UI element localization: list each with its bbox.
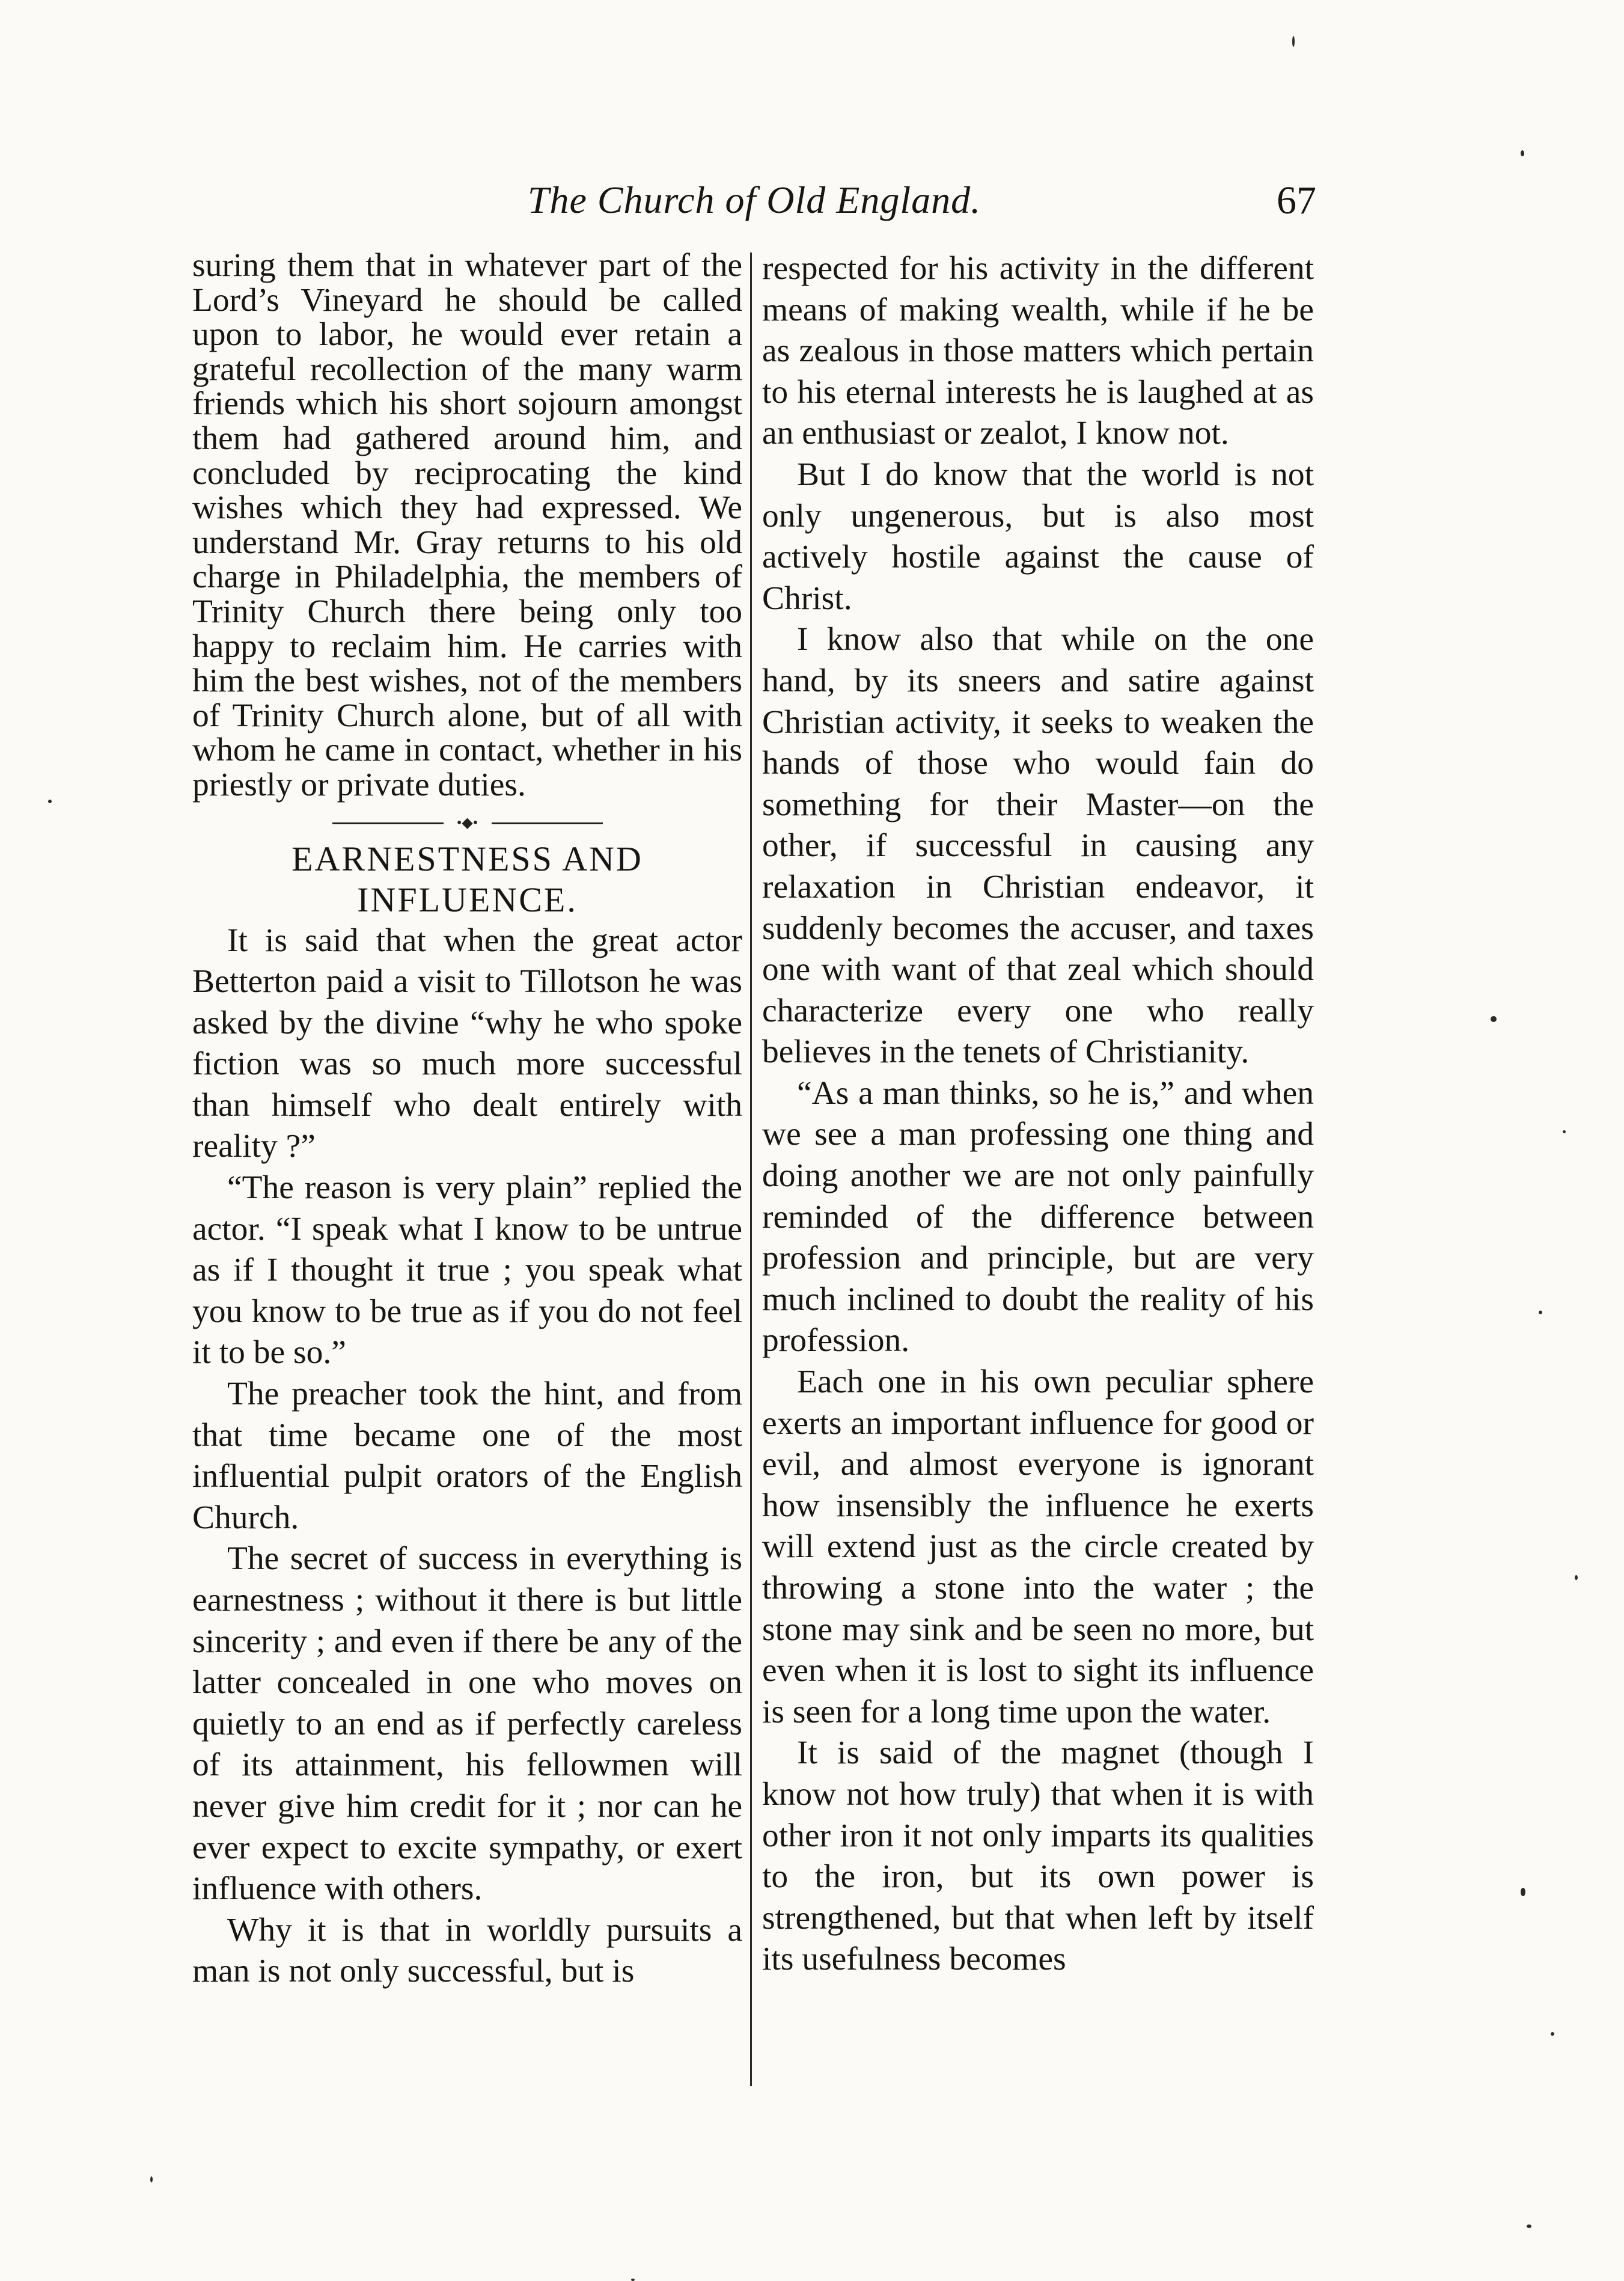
right-paragraph: But I do know that the world is not only ungenerous, but is also most actively hostile against the cause of Christ. [762,456,1314,617]
scan-speck [1539,1311,1542,1314]
scan-speck [1292,36,1295,47]
right-paragraph: It is said of the magnet (though I know not how truly) that when it is with other iron it not only imparts its qualities to the iron, but its own power is strengthened, but that when left by itself its usefulness becomes [762,1734,1314,1978]
left-paragraph: The secret of success in everything is earnestness ; without it there is but little sincerity ; and even if there be any of the latter concealed in one who moves on quietly to an end as if perfectly careless of its attainment, his fellowmen will never give him credit for it ; nor can he ever expect to excite sympathy, or exert influence with others. [192,1540,742,1908]
right-paragraph: Each one in his own peculiar sphere exerts an important influence for good or evil, and almost everyone is ignorant how insensibly the influence he exerts will extend just as the circle created by throwing a stone into the water ; the stone may sink and be seen no more, but even when it is lost to sight its influence is seen for a long time upon the water. [762,1364,1314,1730]
right-continuation: respected for his activity in the different means of making wealth, while if he be as zealous in those matters which pertain to his eternal interests he is laughed at as an enthusiast or zealot, I know not. [762,250,1314,452]
scan-speck [1563,1130,1566,1133]
left-paragraph: “The reason is very plain” replied the actor. “I speak what I know to be untrue as if I thought it true ; you speak what you know to be true as if you do not feel it to be so.” [192,1169,742,1371]
scan-speck [631,2279,635,2281]
left-paragraph: The preacher took the hint, and from that time became one of the most influential pulpit orators of the English Church. [192,1376,742,1536]
running-title: The Church of Old England. [527,179,981,221]
scan-speck [150,2176,153,2182]
section-divider [332,811,603,835]
left-intro-paragraph: suring them that in whatever part of the Lord’s Vineyard he should be called upon to labor, he would ever retain a grateful recollection of the many warm friends which his short sojourn amongst them had gathered around him, and concluded by reciprocating the kind wishes which they had expressed. We understand Mr. Gray returns to his old charge in Philadelphia, the members of Trinity Church there being only too happy to reclaim him. He carries with him the best wishes, not of the members of Trinity Church alone, but of all with whom he came in contact, whether in his priestly or private duties. [192,248,742,803]
left-column [192,248,742,2088]
scan-speck [1527,2224,1531,2228]
scan-speck [1521,1888,1525,1896]
right-paragraph: I know also that while on the one hand, by its sneers and satire against Christian activity, it seeks to weaken the hands of those who would fain do something for their Master—on the other, if successful in causing any relaxation in Christian endeavor, it suddenly becomes the accuser, and taxes one with want of that zeal which should characterize every one who really believes in the tenets of Christianity. [762,621,1314,1071]
right-paragraph: “As a man thinks, so he is,” and when we see a man professing one thing and doing another we are not only painfully reminded of the difference between profession and principle, but are very much inclined to doubt the reality of his profession. [762,1074,1314,1359]
scan-speck [1575,1575,1578,1580]
column-divider [750,253,752,2086]
scan-speck [1551,2032,1554,2036]
scan-speck [48,800,52,803]
divider-ornament: •◆• [444,816,492,830]
left-paragraph: Why it is that in worldly pursuits a man is not only successful, but is [192,1911,742,1990]
scan-speck [1491,1016,1497,1022]
page-number: 67 [1277,179,1316,222]
scan-speck [1521,150,1524,156]
left-paragraph: It is said that when the great actor Betterton paid a visit to Tillotson he was asked by the divine “why he who spoke fiction was so much more successful than himself who dealt entirely with reality ?” [192,922,742,1165]
right-column [762,248,1314,2088]
article-heading: EARNESTNESS AND INFLUENCE. [292,839,643,919]
page-header [192,178,1316,226]
